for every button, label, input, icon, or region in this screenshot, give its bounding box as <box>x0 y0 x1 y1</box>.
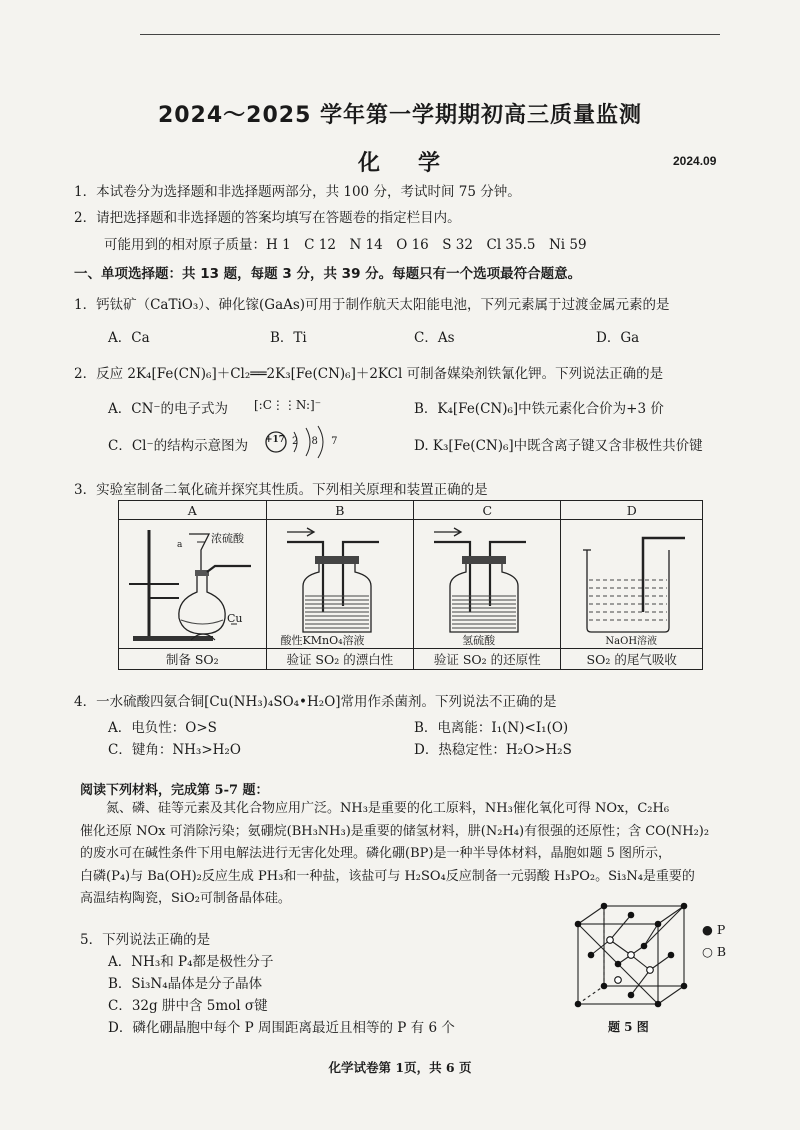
q1-option-a: A．Ca <box>108 330 150 346</box>
caption-a: 制备 SO₂ <box>119 649 267 670</box>
q4-stem: 4．一水硫酸四氨合铜[Cu(NH₃)₄SO₄•H₂O]常用作杀菌剂。下列说法不正确的是 <box>74 694 557 710</box>
apparatus-b <box>266 520 414 649</box>
caption-b: 验证 SO₂ 的漂白性 <box>266 649 414 670</box>
apparatus-d <box>561 520 703 649</box>
apparatus-a <box>119 520 267 649</box>
hollow-dot-icon: ○ <box>702 944 713 959</box>
label-conc-acid: 浓硫酸 <box>211 532 244 545</box>
q4-option-b: B．电离能：I₁(N)<I₁(O) <box>414 720 569 736</box>
q2-option-c: C．Cl⁻的结构示意图为 <box>108 438 249 454</box>
note-2: 2．请把选择题和非选择题的答案均填写在答题卷的指定栏目内。 <box>74 210 461 226</box>
header-c: C <box>414 501 561 520</box>
legend-p: ● P <box>702 922 726 937</box>
header-b: B <box>266 501 414 520</box>
page-footer: 化学试卷第 1页，共 6 页 <box>328 1060 472 1075</box>
figure-caption: 题 5 图 <box>608 1020 649 1034</box>
q4-option-c: C．键角：NH₃>H₂O <box>108 742 241 758</box>
reading-line: 氮、磷、硅等元素及其化合物应用广泛。NH₃是重要的化工原料，NH₃催化氧化可得 NOx，C₂H₆ <box>106 801 670 816</box>
header-a: A <box>119 501 267 520</box>
q1-stem: 1．钙钛矿（CaTiO₃）、砷化镓(GaAs)可用于制作航天太阳能电池，下列元素属于过渡金属元素的是 <box>74 297 670 313</box>
bp-unit-cell-figure <box>570 900 700 1010</box>
reading-line: 催化还原 NOx 可消除污染；氨硼烷(BH₃NH₃)是重要的储氢材料，肼(N₂H₄)有很强的还原性；含 CO(NH₂)₂ <box>80 823 710 839</box>
header-d: D <box>561 501 703 520</box>
q2-option-a: A．CN⁻的电子式为 <box>108 401 229 417</box>
cl-shell-electrons: 2 8 7 <box>292 436 343 447</box>
q5-option-a: A．NH₃和 P₄都是极性分子 <box>108 954 274 970</box>
exam-date: 2024.09 <box>673 154 717 168</box>
legend-b: ○ B <box>702 944 727 959</box>
q1-option-d: D．Ga <box>596 330 640 346</box>
atomic-masses: 可能用到的相对原子质量：H 1 C 12 N 14 O 16 S 32 Cl 35.5 Ni 59 <box>104 237 587 253</box>
filled-dot-icon: ● <box>702 922 713 937</box>
label-kmno4: 酸性KMnO₄溶液 <box>280 634 365 647</box>
top-rule <box>140 34 720 35</box>
reading-passage <box>80 798 770 911</box>
q3-stem: 3．实验室制备二氧化硫并探究其性质。下列相关原理和装置正确的是 <box>74 482 488 498</box>
caption-c: 验证 SO₂ 的还原性 <box>414 649 561 670</box>
note-1: 1．本试卷分为选择题和非选择题两部分，共 100 分，考试时间 75 分钟。 <box>74 184 521 200</box>
q1-option-c: C．As <box>414 330 455 346</box>
reading-heading: 阅读下列材料，完成第 5-7 题： <box>80 783 269 798</box>
reading-line: 白磷(P₄)与 Ba(OH)₂反应生成 PH₃和一种盐，该盐可与 H₂SO₄反应制备一元弱酸 H₃PO₂。Si₃N₄是重要的 <box>80 868 695 884</box>
q5-option-d: D．磷化硼晶胞中每个 P 周围距离最近且相等的 P 有 6 个 <box>108 1020 455 1036</box>
apparatus-table <box>118 500 703 670</box>
cn-electron-formula: [:C⋮⋮N:]⁻ <box>254 398 322 412</box>
caption-d: SO₂ 的尾气吸收 <box>561 649 703 670</box>
q2-option-b: B．K₄[Fe(CN)₆]中铁元素化合价为+3 价 <box>414 401 664 417</box>
reading-line: 的废水可在碱性条件下用电解法进行无害化处理。磷化硼(BP)是一种半导体材料，晶胞如题 5 图所示， <box>80 846 671 861</box>
cl-nucleus-label: +17 <box>265 435 286 445</box>
q4-option-d: D．热稳定性：H₂O>H₂S <box>414 742 572 758</box>
q2-stem: 2．反应 2K₄[Fe(CN)₆]＋Cl₂══2K₃[Fe(CN)₆]＋2KCl 可制备媒染剂铁氰化钾。下列说法正确的是 <box>74 366 664 382</box>
q4-option-a: A．电负性：O>S <box>108 720 217 736</box>
apparatus-c <box>414 520 561 649</box>
q5-stem: 5．下列说法正确的是 <box>80 932 211 948</box>
q5-option-c: C．32g 肼中含 5mol σ键 <box>108 998 268 1014</box>
page-title: 2024～2025 学年第一学期期初高三质量监测 <box>157 103 643 128</box>
subject-title: 化学 <box>358 151 479 176</box>
cl-structure-diagram <box>264 424 344 460</box>
reading-line: 高温结构陶瓷，SiO₂可制备晶体硅。 <box>80 891 291 906</box>
q2-option-d: D. K₃[Fe(CN)₆]中既含离子键又含非极性共价键 <box>414 438 703 454</box>
label-cu: Cu <box>227 612 243 625</box>
label-a: a <box>177 540 183 550</box>
label-naoh: NaOH溶液 <box>605 636 658 647</box>
q1-option-b: B．Ti <box>270 330 307 346</box>
q5-option-b: B．Si₃N₄晶体是分子晶体 <box>108 976 263 992</box>
label-h2s: 氢硫酸 <box>462 634 496 647</box>
section-heading: 一、单项选择题：共 13 题，每题 3 分，共 39 分。每题只有一个选项最符合题意。 <box>74 266 582 282</box>
